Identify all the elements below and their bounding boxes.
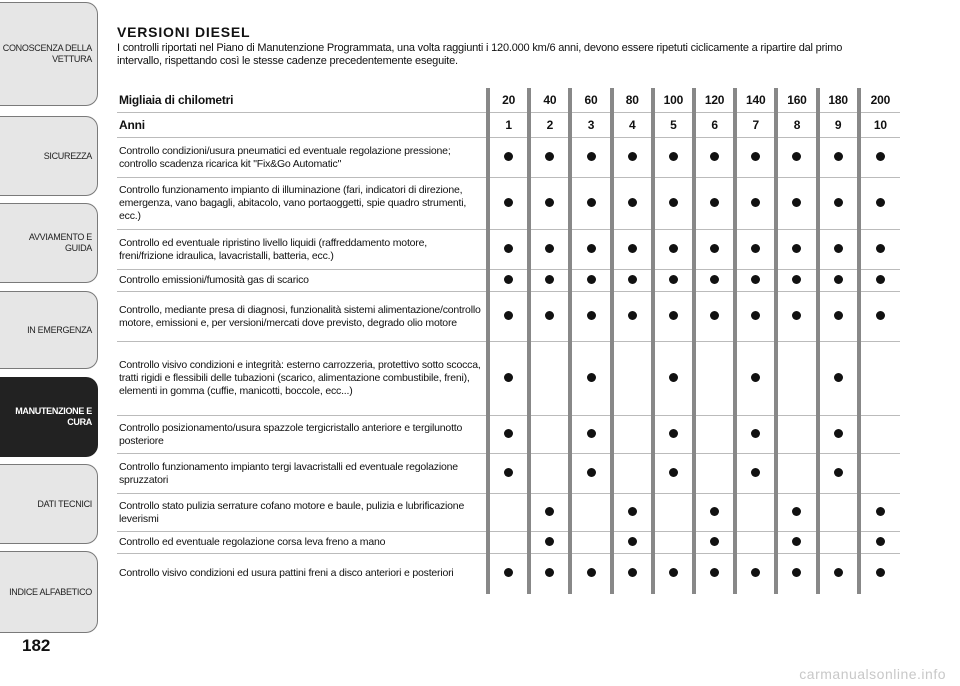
check-mark-dot: [792, 311, 801, 320]
check-mark-dot: [628, 275, 637, 284]
check-mark-dot: [834, 311, 843, 320]
check-mark-dot: [792, 152, 801, 161]
interval-cell: [859, 532, 900, 554]
interval-cell: [488, 494, 529, 532]
check-description: Controllo stato pulizia serrature cofano motore e baule, pulizia e lubrificazione leverismi: [117, 494, 488, 532]
year-value: 9: [818, 113, 859, 138]
interval-cell: [529, 342, 570, 416]
year-value: 7: [735, 113, 776, 138]
check-mark-dot: [504, 568, 513, 577]
interval-cell: [776, 178, 817, 230]
table-row: [117, 178, 900, 230]
check-mark-dot: [504, 429, 513, 438]
km-value: 80: [612, 88, 653, 113]
interval-cell: [488, 416, 529, 454]
interval-cell: [570, 138, 611, 178]
interval-cell: [735, 454, 776, 494]
maintenance-table: [117, 88, 900, 594]
km-value: 180: [818, 88, 859, 113]
year-value: 10: [859, 113, 900, 138]
interval-cell: [488, 178, 529, 230]
check-mark-dot: [669, 311, 678, 320]
check-mark-dot: [669, 152, 678, 161]
km-value: 100: [653, 88, 694, 113]
check-mark-dot: [792, 507, 801, 516]
check-mark-dot: [628, 198, 637, 207]
check-mark-dot: [876, 244, 885, 253]
interval-cell: [529, 270, 570, 292]
interval-cell: [488, 532, 529, 554]
year-value: 5: [653, 113, 694, 138]
interval-cell: [529, 138, 570, 178]
interval-cell: [488, 292, 529, 342]
interval-cell: [694, 270, 735, 292]
check-mark-dot: [628, 507, 637, 516]
interval-cell: [776, 554, 817, 594]
interval-cell: [653, 554, 694, 594]
interval-cell: [529, 292, 570, 342]
interval-cell: [694, 416, 735, 454]
check-mark-dot: [792, 568, 801, 577]
interval-cell: [859, 554, 900, 594]
table-row: [117, 532, 900, 554]
check-description: Controllo funzionamento impianto di illuminazione (fari, indicatori di direzione, emergenza, vano bagagli, abitacolo, vano portaoggetti, spie quadro strumenti, ecc.): [117, 178, 488, 230]
check-mark-dot: [504, 152, 513, 161]
check-mark-dot: [834, 275, 843, 284]
interval-cell: [612, 138, 653, 178]
check-mark-dot: [587, 373, 596, 382]
check-description: Controllo posizionamento/usura spazzole tergicristallo anteriore e tergilunotto posteriore: [117, 416, 488, 454]
interval-cell: [570, 416, 611, 454]
interval-cell: [529, 230, 570, 270]
interval-cell: [612, 416, 653, 454]
interval-cell: [488, 342, 529, 416]
year-value: 2: [529, 113, 570, 138]
check-mark-dot: [876, 311, 885, 320]
check-mark-dot: [587, 468, 596, 477]
years-label: Anni: [117, 113, 488, 138]
check-mark-dot: [504, 244, 513, 253]
check-mark-dot: [669, 568, 678, 577]
interval-cell: [612, 178, 653, 230]
interval-cell: [776, 230, 817, 270]
check-mark-dot: [628, 152, 637, 161]
check-description: Controllo emissioni/fumosità gas di scarico: [117, 270, 488, 292]
table-row: [117, 454, 900, 494]
interval-cell: [488, 554, 529, 594]
interval-cell: [818, 292, 859, 342]
check-mark-dot: [545, 275, 554, 284]
interval-cell: [488, 270, 529, 292]
km-value: 40: [529, 88, 570, 113]
check-mark-dot: [751, 244, 760, 253]
interval-cell: [529, 454, 570, 494]
year-value: 3: [570, 113, 611, 138]
interval-cell: [570, 270, 611, 292]
interval-cell: [735, 270, 776, 292]
chapter-tab[interactable]: SICUREZZA: [0, 116, 98, 196]
check-description: Controllo condizioni/usura pneumatici ed eventuale regolazione pressione; controllo scadenza ricarica kit "Fix&Go Automatic": [117, 138, 488, 178]
check-mark-dot: [876, 152, 885, 161]
interval-cell: [612, 342, 653, 416]
check-mark-dot: [751, 198, 760, 207]
check-mark-dot: [710, 198, 719, 207]
check-mark-dot: [545, 152, 554, 161]
check-description: Controllo ed eventuale regolazione corsa leva freno a mano: [117, 532, 488, 554]
check-description: Controllo ed eventuale ripristino livello liquidi (raffreddamento motore, freni/frizione idraulica, lavacristalli, batteria, ecc.): [117, 230, 488, 270]
interval-cell: [570, 454, 611, 494]
interval-cell: [694, 554, 735, 594]
check-mark-dot: [876, 507, 885, 516]
check-mark-dot: [628, 537, 637, 546]
check-mark-dot: [669, 373, 678, 382]
table-row: [117, 270, 900, 292]
check-mark-dot: [710, 568, 719, 577]
table-row: [117, 416, 900, 454]
interval-cell: [488, 454, 529, 494]
check-mark-dot: [669, 468, 678, 477]
check-mark-dot: [834, 152, 843, 161]
km-label: Migliaia di chilometri: [119, 93, 234, 107]
interval-cell: [735, 292, 776, 342]
interval-cell: [653, 342, 694, 416]
check-mark-dot: [710, 244, 719, 253]
check-mark-dot: [545, 507, 554, 516]
interval-cell: [776, 494, 817, 532]
interval-cell: [818, 342, 859, 416]
interval-cell: [612, 230, 653, 270]
interval-cell: [859, 292, 900, 342]
check-mark-dot: [792, 244, 801, 253]
interval-cell: [818, 416, 859, 454]
interval-cell: [818, 230, 859, 270]
check-mark-dot: [628, 568, 637, 577]
interval-cell: [859, 494, 900, 532]
interval-cell: [694, 230, 735, 270]
km-value: 20: [488, 88, 529, 113]
check-mark-dot: [751, 311, 760, 320]
years-header-row: [117, 113, 900, 138]
check-mark-dot: [504, 198, 513, 207]
interval-cell: [612, 494, 653, 532]
km-value: 120: [694, 88, 735, 113]
year-value: 4: [612, 113, 653, 138]
interval-cell: [488, 230, 529, 270]
interval-cell: [694, 292, 735, 342]
interval-cell: [776, 342, 817, 416]
interval-cell: [653, 138, 694, 178]
check-mark-dot: [876, 568, 885, 577]
check-mark-dot: [710, 507, 719, 516]
interval-cell: [776, 292, 817, 342]
table-row: [117, 292, 900, 342]
table-row: [117, 230, 900, 270]
interval-cell: [735, 230, 776, 270]
section-title: VERSIONI DIESEL: [117, 24, 251, 40]
check-mark-dot: [710, 537, 719, 546]
check-description: Controllo funzionamento impianto tergi lavacristalli ed eventuale regolazione spruzzatori: [117, 454, 488, 494]
check-mark-dot: [504, 373, 513, 382]
interval-cell: [694, 342, 735, 416]
interval-cell: [859, 454, 900, 494]
interval-cell: [859, 138, 900, 178]
section-intro: I controlli riportati nel Piano di Manutenzione Programmata, una volta raggiunti i 120.000 km/6 anni, devono essere ripetuti ciclicamente a ripartire dal primo intervallo, rispettando così le stesse cadenze precedentemente eseguite.: [117, 42, 843, 67]
check-mark-dot: [669, 244, 678, 253]
check-mark-dot: [834, 468, 843, 477]
check-mark-dot: [792, 537, 801, 546]
chapter-tab[interactable]: IN EMERGENZA: [0, 291, 98, 369]
check-mark-dot: [669, 429, 678, 438]
interval-cell: [818, 138, 859, 178]
check-mark-dot: [751, 373, 760, 382]
check-mark-dot: [751, 429, 760, 438]
chapter-tab[interactable]: INDICE ALFABETICO: [0, 551, 98, 633]
chapter-tab[interactable]: AVVIAMENTO E GUIDA: [0, 203, 98, 283]
check-mark-dot: [710, 152, 719, 161]
check-mark-dot: [504, 468, 513, 477]
km-value: 200: [859, 88, 900, 113]
interval-cell: [818, 270, 859, 292]
interval-cell: [859, 178, 900, 230]
check-mark-dot: [669, 275, 678, 284]
interval-cell: [776, 532, 817, 554]
interval-cell: [570, 178, 611, 230]
interval-cell: [612, 554, 653, 594]
check-mark-dot: [545, 311, 554, 320]
check-mark-dot: [628, 244, 637, 253]
check-mark-dot: [751, 152, 760, 161]
interval-cell: [529, 416, 570, 454]
interval-cell: [735, 138, 776, 178]
check-mark-dot: [587, 429, 596, 438]
interval-cell: [570, 554, 611, 594]
interval-cell: [694, 532, 735, 554]
check-mark-dot: [834, 429, 843, 438]
table-row: [117, 138, 900, 178]
interval-cell: [776, 416, 817, 454]
check-mark-dot: [834, 198, 843, 207]
check-mark-dot: [545, 198, 554, 207]
interval-cell: [735, 342, 776, 416]
check-mark-dot: [792, 275, 801, 284]
interval-cell: [776, 138, 817, 178]
check-description: Controllo, mediante presa di diagnosi, funzionalità sistemi alimentazione/controllo motore, emissioni e, per versioni/mercati dove previsto, degrado olio motore: [117, 292, 488, 342]
watermark: carmanualsonline.info: [799, 666, 946, 682]
interval-cell: [653, 292, 694, 342]
chapter-tab[interactable]: MANUTENZIONE E CURA: [0, 377, 98, 457]
check-description: Controllo visivo condizioni e integrità: esterno carrozzeria, protettivo sotto scocca, tratti rigidi e flessibili delle tubazioni (scarico, alimentazione combustibile, freni), elementi in gomma (cuffie, manicotti, boccole, ecc...): [117, 342, 488, 416]
interval-cell: [735, 532, 776, 554]
interval-cell: [529, 494, 570, 532]
km-header-row: [117, 88, 900, 113]
check-mark-dot: [710, 275, 719, 284]
interval-cell: [529, 178, 570, 230]
interval-cell: [735, 554, 776, 594]
check-mark-dot: [587, 198, 596, 207]
check-mark-dot: [504, 311, 513, 320]
km-value: 160: [776, 88, 817, 113]
check-mark-dot: [587, 244, 596, 253]
interval-cell: [612, 270, 653, 292]
year-value: 6: [694, 113, 735, 138]
check-mark-dot: [545, 568, 554, 577]
check-mark-dot: [710, 311, 719, 320]
interval-cell: [859, 342, 900, 416]
check-mark-dot: [792, 198, 801, 207]
check-mark-dot: [751, 568, 760, 577]
interval-cell: [694, 454, 735, 494]
interval-cell: [653, 494, 694, 532]
check-mark-dot: [669, 198, 678, 207]
interval-cell: [488, 138, 529, 178]
interval-cell: [859, 230, 900, 270]
interval-cell: [818, 454, 859, 494]
main-content: [117, 22, 900, 580]
maintenance-rows: [117, 138, 900, 594]
interval-cell: [735, 178, 776, 230]
check-mark-dot: [587, 311, 596, 320]
interval-cell: [776, 270, 817, 292]
interval-cell: [776, 454, 817, 494]
interval-cell: [735, 416, 776, 454]
interval-cell: [653, 178, 694, 230]
check-mark-dot: [751, 468, 760, 477]
interval-cell: [818, 178, 859, 230]
check-mark-dot: [876, 198, 885, 207]
interval-cell: [859, 416, 900, 454]
check-mark-dot: [876, 275, 885, 284]
interval-cell: [653, 416, 694, 454]
interval-cell: [859, 270, 900, 292]
interval-cell: [694, 178, 735, 230]
interval-cell: [570, 342, 611, 416]
interval-cell: [529, 532, 570, 554]
interval-cell: [570, 532, 611, 554]
interval-cell: [653, 270, 694, 292]
interval-cell: [694, 138, 735, 178]
interval-cell: [612, 292, 653, 342]
check-mark-dot: [504, 275, 513, 284]
interval-cell: [818, 554, 859, 594]
table-row: [117, 554, 900, 594]
table-row: [117, 494, 900, 532]
check-mark-dot: [834, 568, 843, 577]
year-value: 8: [776, 113, 817, 138]
check-mark-dot: [834, 373, 843, 382]
interval-cell: [612, 454, 653, 494]
check-description: Controllo visivo condizioni ed usura pattini freni a disco anteriori e posteriori: [117, 554, 488, 594]
interval-cell: [653, 230, 694, 270]
chapter-tab[interactable]: CONOSCENZA DELLA VETTURA: [0, 2, 98, 106]
check-mark-dot: [834, 244, 843, 253]
table-row: [117, 342, 900, 416]
interval-cell: [612, 532, 653, 554]
chapter-tab[interactable]: DATI TECNICI: [0, 464, 98, 544]
km-value: 140: [735, 88, 776, 113]
interval-cell: [694, 494, 735, 532]
check-mark-dot: [751, 275, 760, 284]
check-mark-dot: [587, 152, 596, 161]
interval-cell: [653, 454, 694, 494]
year-value: 1: [488, 113, 529, 138]
interval-cell: [529, 554, 570, 594]
interval-cell: [653, 532, 694, 554]
interval-cell: [570, 494, 611, 532]
interval-cell: [570, 230, 611, 270]
interval-cell: [570, 292, 611, 342]
check-mark-dot: [876, 537, 885, 546]
page-number: 182: [22, 636, 51, 655]
interval-cell: [735, 494, 776, 532]
km-value: 60: [570, 88, 611, 113]
interval-cell: [818, 532, 859, 554]
interval-cell: [818, 494, 859, 532]
check-mark-dot: [587, 275, 596, 284]
check-mark-dot: [545, 537, 554, 546]
check-mark-dot: [587, 568, 596, 577]
chapter-sidebar: [0, 0, 100, 686]
check-mark-dot: [545, 244, 554, 253]
check-mark-dot: [628, 311, 637, 320]
